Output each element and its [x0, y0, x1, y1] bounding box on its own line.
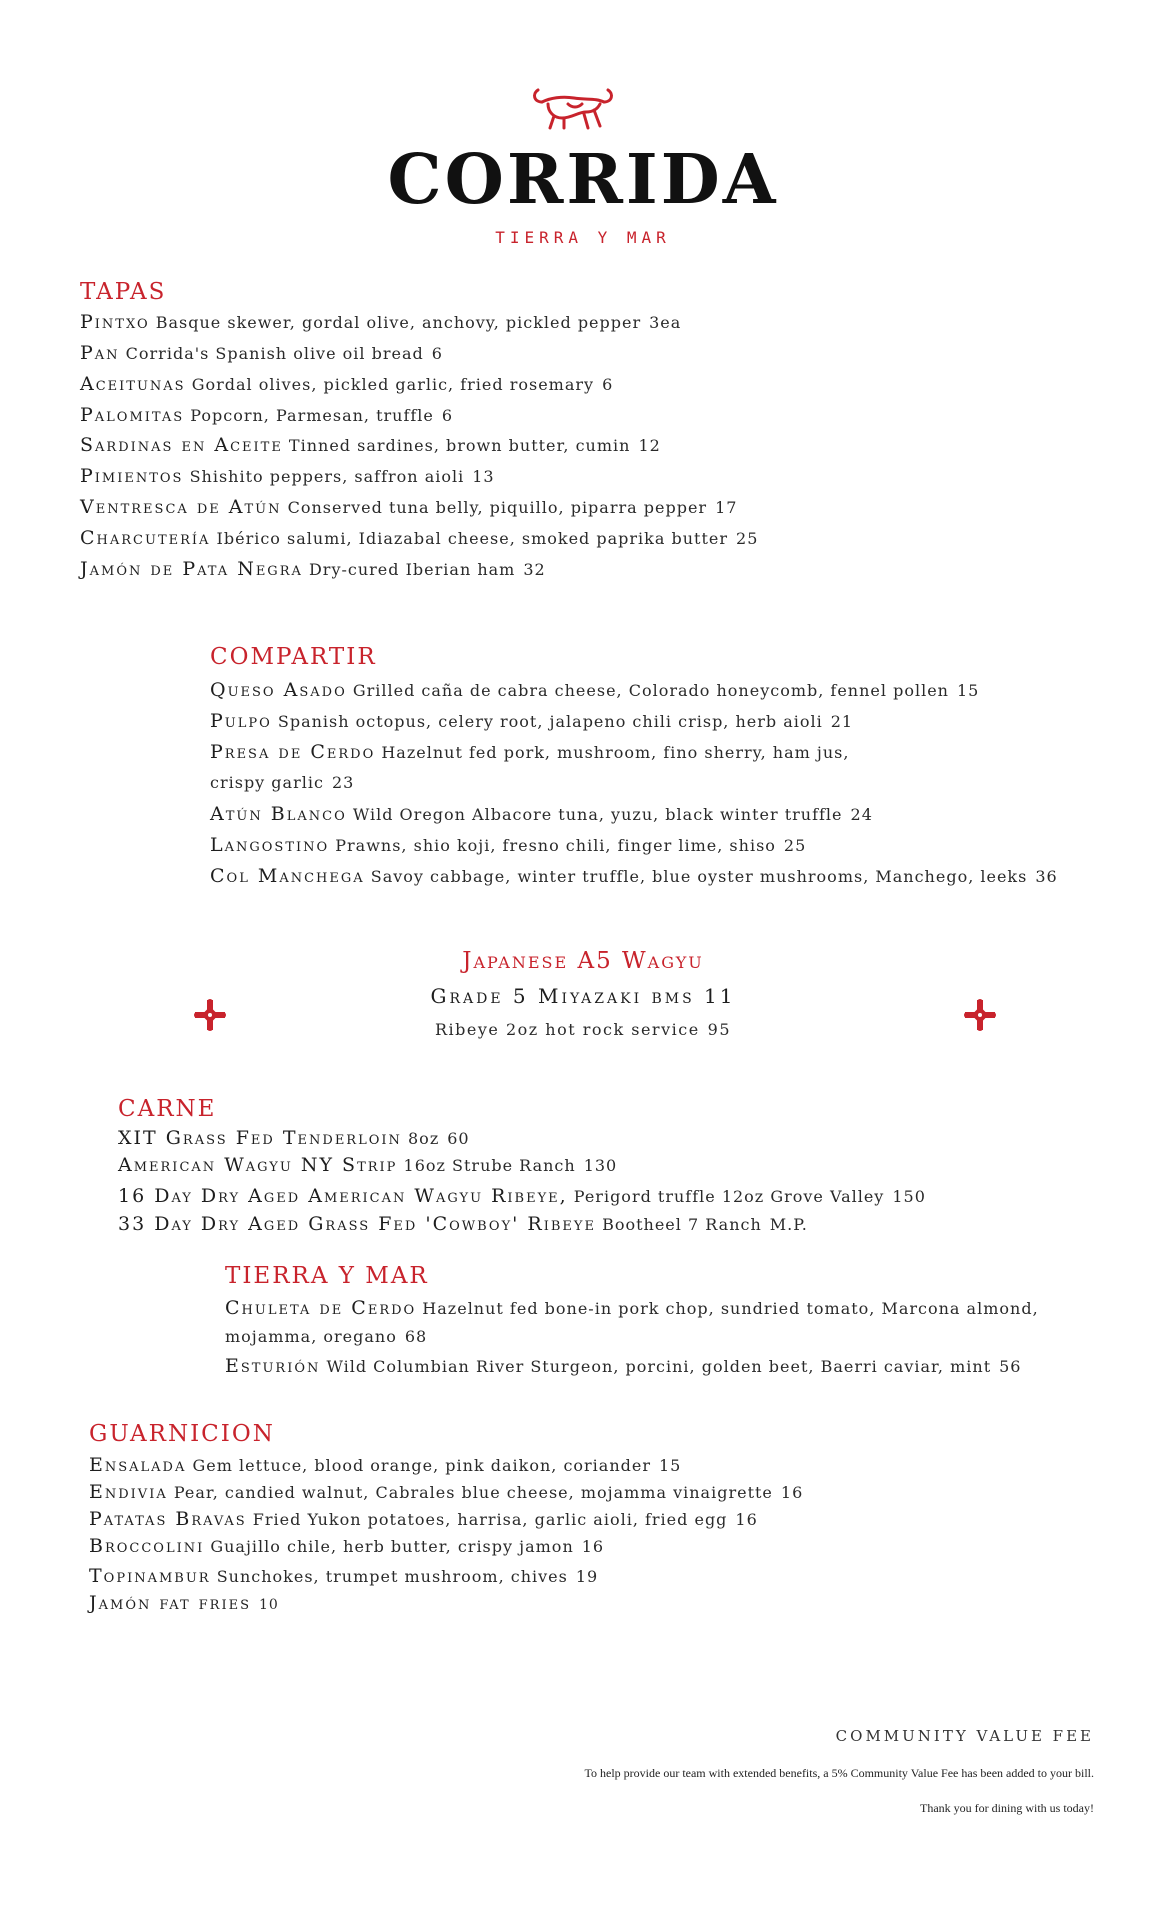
item-desc: Dry-cured Iberian ham [308, 560, 516, 579]
list-item [80, 558, 546, 581]
item-name: Col Manchega [210, 865, 365, 887]
item-desc: Perigord truffle 12oz Grove Valley [573, 1187, 885, 1206]
item-desc: Wild Oregon Albacore tuna, yuzu, black winter truffle [352, 805, 843, 824]
list-item-continued [225, 1326, 427, 1348]
item-desc: crispy garlic [210, 773, 324, 792]
list-item [89, 1508, 758, 1531]
section-title-tierra-y-mar: TIERRA Y MAR [225, 1263, 429, 1289]
list-item [80, 311, 681, 334]
item-name: Jamón fat fries [89, 1592, 252, 1614]
item-name: Palomitas [80, 404, 185, 426]
brand-name: CORRIDA [387, 140, 779, 220]
thanks-text: Thank you for dining with us today! [920, 1801, 1094, 1815]
item-name: American Wagyu NY Strip [118, 1154, 398, 1176]
item-price: 150 [892, 1187, 926, 1206]
item-name: Charcutería [80, 527, 211, 549]
item-price: 6 [431, 344, 443, 363]
item-price: 36 [1035, 867, 1058, 886]
item-desc: Gordal olives, pickled garlic, fried rosemary [191, 375, 595, 394]
item-price: 3ea [649, 313, 682, 332]
section-title-tapas: TAPAS [80, 279, 167, 305]
item-price: 16 [581, 1537, 605, 1556]
section-title-compartir: COMPARTIR [210, 644, 377, 670]
item-desc: Hazelnut fed pork, mushroom, fino sherry, ham jus, [381, 743, 850, 762]
item-price: 56 [999, 1357, 1022, 1376]
item-desc: Sunchokes, trumpet mushroom, chives [216, 1567, 568, 1586]
item-price: 6 [602, 375, 614, 394]
wagyu-grade: Grade 5 Miyazaki bms 11 [430, 984, 736, 1008]
item-name: Pulpo [210, 710, 272, 732]
list-item [89, 1535, 604, 1558]
wagyu-service [0, 1020, 1166, 1039]
item-name: Patatas Bravas [89, 1508, 247, 1530]
list-item [80, 342, 443, 365]
fee-text: To help provide our team with extended benefits, a 5% Community Value Fee has been added to your bill. [584, 1766, 1094, 1780]
item-name: Langostino [210, 834, 330, 856]
item-desc: Hazelnut fed bone-in pork chop, sundried tomato, Marcona almond, [422, 1299, 1039, 1318]
item-name: Endivia [89, 1481, 168, 1503]
item-desc: Corrida's Spanish olive oil bread [125, 344, 424, 363]
section-title-carne: CARNE [118, 1096, 217, 1122]
item-name: Ensalada [89, 1454, 187, 1476]
item-desc: Ibérico salumi, Idiazabal cheese, smoked paprika butter [216, 529, 729, 548]
item-price: 130 [583, 1156, 618, 1175]
list-item [80, 465, 495, 488]
list-item [118, 1185, 926, 1208]
list-item [80, 527, 758, 550]
item-desc: Shishito peppers, saffron aioli [189, 467, 465, 486]
item-price: 15 [956, 681, 980, 700]
list-item [210, 710, 853, 733]
item-name: Topinambur [89, 1565, 211, 1587]
item-name: Chuleta de Cerdo [225, 1297, 417, 1319]
item-name: Queso Asado [210, 679, 347, 701]
item-price: 68 [404, 1327, 428, 1346]
item-name: 16 Day Dry Aged American Wagyu Ribeye, [118, 1185, 568, 1207]
item-desc: Spanish octopus, celery root, jalapeno chili crisp, herb aioli [277, 712, 823, 731]
item-desc: Wild Columbian River Sturgeon, porcini, golden beet, Baerri caviar, mint [326, 1357, 992, 1376]
item-name: Ventresca de Atún [80, 496, 282, 518]
item-price: 10 [259, 1597, 279, 1613]
list-item [80, 373, 613, 396]
item-name: Broccolini [89, 1535, 205, 1557]
item-name: Presa de Cerdo [210, 741, 376, 763]
item-desc: Tinned sardines, brown butter, cumin [288, 436, 631, 455]
list-item [89, 1481, 803, 1504]
item-name: Pimientos [80, 465, 184, 487]
item-price: 21 [830, 712, 854, 731]
item-price: 6 [441, 406, 454, 425]
item-desc: Guajillo chile, herb butter, crispy jamon [210, 1537, 574, 1556]
list-item [210, 834, 806, 857]
item-price: 16 [735, 1510, 758, 1529]
wagyu-service-desc: Ribeye 2oz hot rock service [434, 1020, 700, 1039]
bull-logo-icon [528, 82, 618, 130]
item-name: Atún Blanco [210, 803, 347, 825]
list-item [80, 496, 737, 519]
list-item [118, 1213, 808, 1236]
item-desc: Gem lettuce, blood orange, pink daikon, coriander [192, 1456, 651, 1475]
item-price: 60 [447, 1129, 470, 1148]
item-price: 12 [638, 436, 661, 455]
fee-title: COMMUNITY VALUE FEE [835, 1727, 1094, 1745]
list-item [225, 1355, 1021, 1378]
item-desc: Savoy cabbage, winter truffle, blue oyster mushrooms, Manchego, leeks [370, 867, 1028, 886]
item-desc: 16oz Strube Ranch [403, 1156, 576, 1175]
section-title-guarnicion: GUARNICION [89, 1421, 275, 1447]
item-price: 13 [472, 467, 495, 486]
wagyu-title: Japanese A5 Wagyu [462, 948, 704, 974]
item-price: 25 [783, 836, 807, 855]
item-price: 19 [575, 1567, 599, 1586]
item-price: 17 [715, 498, 738, 517]
list-item [89, 1565, 598, 1588]
item-desc: Fried Yukon potatoes, harrisa, garlic aioli, fried egg [252, 1510, 728, 1529]
item-desc: Popcorn, Parmesan, truffle [190, 406, 434, 425]
item-name: Sardinas en Aceite [80, 434, 283, 456]
list-item [80, 404, 453, 427]
item-price: 15 [659, 1456, 682, 1475]
wagyu-price: 95 [707, 1020, 732, 1039]
item-desc: Grilled caña de cabra cheese, Colorado honeycomb, fennel pollen [352, 681, 949, 700]
item-desc: mojamma, oregano [225, 1327, 397, 1346]
item-desc: Conserved tuna belly, piquillo, piparra pepper [287, 498, 708, 517]
list-item [210, 865, 1058, 888]
list-item [210, 679, 979, 702]
item-desc: Pear, candied walnut, Cabrales blue cheese, mojamma vinaigrette [173, 1483, 773, 1502]
item-price: M.P. [769, 1215, 808, 1234]
item-name: Jamón de Pata Negra [80, 558, 303, 580]
list-item [210, 741, 849, 764]
item-price: 32 [523, 560, 546, 579]
item-name: XIT Grass Fed Tenderloin [118, 1127, 402, 1149]
item-desc: 8oz [408, 1129, 440, 1148]
brand-tagline: TIERRA Y MAR [495, 228, 671, 247]
list-item [89, 1454, 681, 1477]
list-item [225, 1297, 1039, 1320]
item-desc: Prawns, shio koji, fresno chili, finger lime, shiso [335, 836, 776, 855]
item-price: 25 [736, 529, 759, 548]
list-item-continued [210, 772, 354, 794]
list-item [89, 1592, 279, 1616]
list-item [118, 1127, 470, 1150]
item-price: 16 [780, 1483, 804, 1502]
item-name: Pintxo [80, 311, 150, 333]
item-name: 33 Day Dry Aged Grass Fed 'Cowboy' Ribeye [118, 1213, 596, 1235]
list-item [210, 803, 873, 826]
item-name: Aceitunas [80, 373, 186, 395]
item-price: 24 [850, 805, 873, 824]
item-name: Esturión [225, 1355, 321, 1377]
list-item [118, 1154, 617, 1177]
item-price: 23 [331, 773, 355, 792]
item-desc: Basque skewer, gordal olive, anchovy, pickled pepper [155, 313, 642, 332]
list-item [80, 434, 661, 457]
item-desc: Bootheel 7 Ranch [602, 1215, 762, 1234]
item-name: Pan [80, 342, 120, 364]
